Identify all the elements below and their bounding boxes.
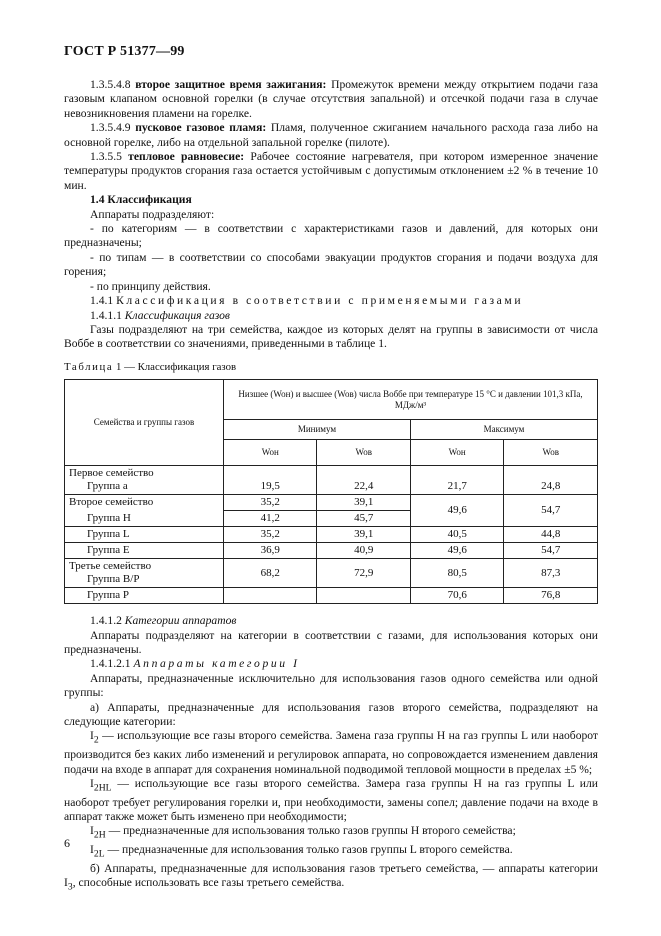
- group-name: Группа P: [87, 589, 130, 602]
- value-cell: 54,7: [504, 495, 598, 527]
- category-symbol: I: [90, 776, 94, 790]
- section-heading-1-4-1-2: [64, 614, 598, 628]
- section-number: 1.4.1: [90, 294, 114, 308]
- section-title: Аппараты категории I: [133, 657, 300, 671]
- group-name: Группа L: [87, 528, 130, 541]
- value-cell: 87,3: [504, 559, 598, 588]
- document-body: [64, 78, 598, 895]
- value-cell: 21,7: [410, 466, 503, 495]
- category-symbol: I: [90, 843, 94, 857]
- category-description: — использующие все газы второго семейства. Замера газа группы H на газ группы L или наоборот требует регулирования горелки и, при необходимости, замены сопел; давление подачи на входе в аппарат также может быть изменено при необходимости;: [64, 776, 598, 824]
- section-heading-1-4-1-1: [64, 309, 598, 323]
- term: тепловое равновесие:: [128, 150, 245, 164]
- category-symbol: I: [90, 729, 94, 743]
- category-subscript: 2: [93, 734, 99, 746]
- term: второе защитное время зажигания:: [135, 78, 327, 91]
- section-title: Классификация в соответствии с применяемыми газами: [116, 294, 524, 308]
- category-subscript: 2L: [93, 848, 105, 860]
- family-cell: [65, 559, 224, 588]
- section-heading-1-4-1: [64, 294, 598, 308]
- value-cell: 45,7: [317, 511, 410, 527]
- header-wo-n-min: Woн: [224, 440, 317, 466]
- table-row: [65, 527, 598, 543]
- paragraph-1-3-5-5: [64, 150, 598, 193]
- clause-number: 1.3.5.4.9: [90, 121, 131, 135]
- value-cell: 76,8: [504, 588, 598, 604]
- section-number: 1.4.1.2.1: [90, 657, 131, 671]
- header-wo-n-max: Woн: [410, 440, 503, 466]
- definition: Рабочее состояние нагревателя, при котором измеренное значение температуры продуктов сгорания газа остается устойчивым с допустимым отклонением ±2 % в течение 10 мин.: [64, 150, 598, 192]
- section-number: 1.4.1.1: [90, 308, 122, 322]
- section-number: 1.4.1.2: [90, 614, 122, 628]
- section-heading-1-4: [64, 193, 598, 207]
- section-title: Классификация: [107, 193, 192, 207]
- paragraph-1-3-5-4-8: [64, 78, 598, 121]
- value-cell: 80,5: [410, 559, 503, 588]
- table-row: [65, 559, 598, 588]
- definition: Пламя, полученное сжиганием начального расхода газа либо на основной горелке, либо на отдельной запальной горелке (пилоте).: [64, 121, 598, 149]
- table-caption-title: 1 — Классификация газов: [113, 360, 237, 373]
- value-cell: 40,9: [317, 543, 410, 559]
- term: пусковое газовое пламя:: [135, 121, 267, 135]
- header-family: Семейства и группы газов: [65, 380, 224, 466]
- header-wobbe: Низшее (Woн) и высшее (Woв) числа Воббе при температуре 15 °С и давлении 101,3 кПа, МДж/м³: [224, 380, 598, 420]
- value-cell: 72,9: [317, 559, 410, 588]
- group-cell: [65, 511, 224, 527]
- value-cell: [317, 588, 410, 604]
- category-subscript: 2H: [93, 829, 106, 841]
- group-name: Группа B/P: [87, 573, 140, 586]
- category-1-item-b: [64, 862, 598, 895]
- table-row: [65, 495, 598, 511]
- item-text: б) Аппараты, предназначенные для использования газов третьего семейства, — аппараты категории I: [64, 861, 598, 890]
- category-subscript: 2HL: [93, 782, 112, 794]
- value-cell: 22,4: [317, 466, 410, 495]
- classification-item-types: - по типам — в соответствии со способами эвакуации продуктов сгорания и подачи воздуха для горения;: [64, 250, 598, 279]
- value-cell: 68,2: [224, 559, 317, 588]
- clause-number: 1.3.5.4.8: [90, 78, 131, 91]
- item-text-end: , способные использовать все газы третьего семейства.: [72, 876, 345, 890]
- section-title: Категории аппаратов: [124, 614, 237, 628]
- category-subscript: 3: [67, 881, 73, 893]
- clause-number: 1.3.5.5: [90, 150, 122, 164]
- table-row: [65, 543, 598, 559]
- value-cell: 54,7: [504, 543, 598, 559]
- gas-classification-table: [64, 379, 598, 604]
- family-cell: [65, 466, 224, 495]
- group-name: Группа E: [87, 544, 130, 557]
- classification-intro: Аппараты подразделяют:: [90, 207, 215, 221]
- group-cell: [65, 588, 224, 604]
- family-name: Первое семейство: [69, 467, 154, 480]
- category-symbol: I: [90, 824, 94, 838]
- value-cell: 49,6: [410, 543, 503, 559]
- value-cell: 49,6: [410, 495, 503, 527]
- value-cell: 44,8: [504, 527, 598, 543]
- category-1-item-a: а) Аппараты, предназначенные для использования газов второго семейства, подразделяют на следующие категории:: [64, 700, 598, 728]
- group-name: Группа a: [87, 480, 128, 493]
- definition: Промежуток времени между открытием подачи газа газовым клапаном основной горелки (в случае отсутствия запальной) и отсечкой подачи газа в случае невозникновения пламени на горелке.: [64, 78, 598, 120]
- category-1-intro: Аппараты, предназначенные исключительно для использования газов одного семейства или одной группы:: [64, 671, 598, 700]
- category-description: — предназначенные для использования только газов группы H второго семейства;: [105, 824, 516, 838]
- category-I2HL: [64, 777, 598, 825]
- classification-item-categories: - по категориям — в соответствии с характеристиками газов и давлений, для которых они предназначены;: [64, 222, 598, 250]
- value-cell: 39,1: [317, 495, 410, 511]
- category-I2: [64, 729, 598, 777]
- table-caption-label: Таблица: [64, 360, 114, 373]
- value-cell: 41,2: [224, 511, 317, 527]
- header-minimum: Минимум: [224, 420, 411, 440]
- table-header-row: [65, 380, 598, 420]
- value-cell: 24,8: [504, 466, 598, 495]
- category-I2H: [64, 824, 598, 843]
- section-heading-1-4-1-2-1: [64, 657, 598, 671]
- value-cell: 39,1: [317, 527, 410, 543]
- category-I2L: [64, 843, 598, 862]
- section-title: Классификация газов: [124, 308, 230, 322]
- category-description: — предназначенные для использования только газов группы L второго семейства.: [104, 843, 513, 857]
- categories-intro: Аппараты подразделяют на категории в соответствии с газами, для использования которых они предназначены.: [64, 628, 598, 656]
- value-cell: 36,9: [224, 543, 317, 559]
- group-name: Группа H: [87, 511, 131, 524]
- section-number: 1.4: [90, 193, 105, 207]
- table-caption: [64, 360, 598, 374]
- value-cell: 40,5: [410, 527, 503, 543]
- page-number: 6: [64, 836, 70, 850]
- group-cell: [65, 543, 224, 559]
- table-row: [65, 466, 598, 495]
- classification-item-principle: - по принципу действия.: [90, 279, 211, 293]
- value-cell: 19,5: [224, 466, 317, 495]
- value-cell: 35,2: [224, 527, 317, 543]
- gas-classification-intro: Газы подразделяют на три семейства, каждое из которых делят на группы в зависимости от числа Воббе в соответствии со значениями, приведенными в таблице 1.: [64, 322, 598, 351]
- group-cell: [65, 527, 224, 543]
- paragraph-1-3-5-4-9: [64, 121, 598, 150]
- header-wo-v-max: Woв: [504, 440, 598, 466]
- value-cell: 35,2: [224, 495, 317, 511]
- value-cell: [224, 588, 317, 604]
- header-wo-v-min: Woв: [317, 440, 410, 466]
- spacer: [64, 604, 598, 614]
- family-cell: Второе семейство: [65, 495, 224, 511]
- standard-header: ГОСТ Р 51377—99: [64, 44, 185, 59]
- category-description: — использующие все газы второго семейства. Замена газа группы H на газ группы L или наоборот производится без каких либо изменений и регулировок аппарата, но сопровождается изменением давления подачи на входе в аппарат для сохранения номинальной подводимой тепловой мощности в пределах ±5 %;: [64, 729, 598, 776]
- value-cell: 70,6: [410, 588, 503, 604]
- header-maximum: Максимум: [410, 420, 597, 440]
- family-name: Третье семейство: [69, 560, 152, 573]
